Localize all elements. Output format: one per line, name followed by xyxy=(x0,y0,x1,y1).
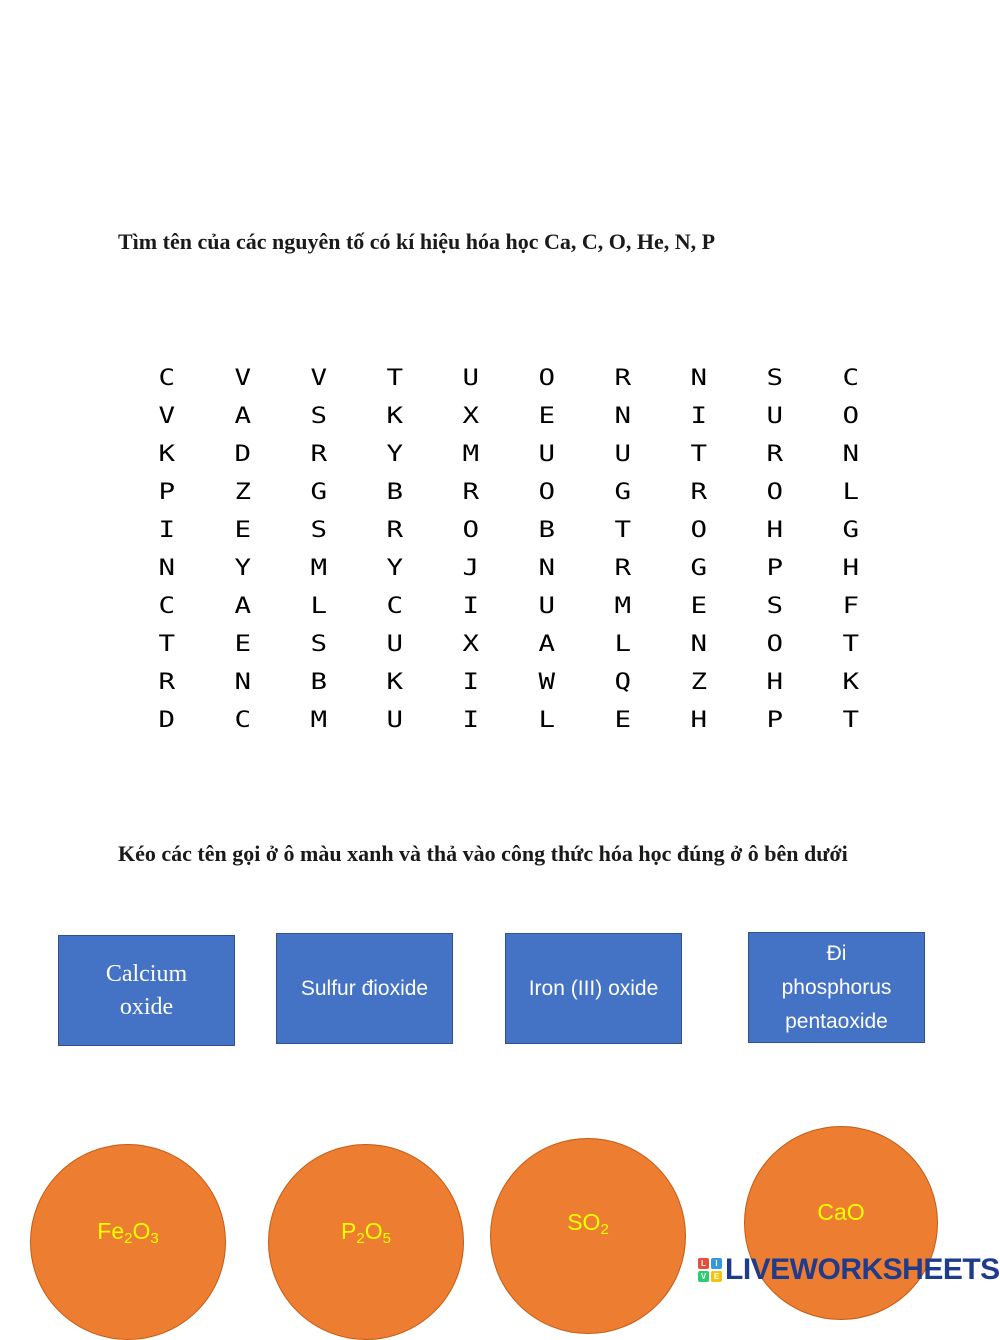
grid-letter[interactable]: I xyxy=(462,670,482,695)
grid-letter[interactable]: C xyxy=(842,366,862,391)
logo-block: L xyxy=(698,1258,709,1269)
grid-letter[interactable]: N xyxy=(690,632,710,657)
grid-letter[interactable]: Y xyxy=(386,442,406,467)
formula-symbol: SO xyxy=(567,1208,601,1235)
drag-item-line: Calcium xyxy=(105,960,188,987)
brand-text: LIVEWORKSHEETS xyxy=(725,1253,1000,1286)
grid-letter[interactable]: H xyxy=(766,670,786,695)
grid-letter[interactable]: M xyxy=(310,708,330,733)
grid-letter[interactable]: B xyxy=(386,480,406,505)
drag-item-iron-iii-oxide[interactable] xyxy=(505,933,682,1044)
grid-letter[interactable]: K xyxy=(386,404,406,429)
logo-blocks-icon xyxy=(698,1258,722,1282)
formula-symbol: P xyxy=(341,1217,357,1244)
grid-letter[interactable]: I xyxy=(158,518,178,543)
grid-letter[interactable]: N xyxy=(842,442,862,467)
grid-letter[interactable]: R xyxy=(614,366,634,391)
grid-letter[interactable]: E xyxy=(234,632,254,657)
grid-letter[interactable]: A xyxy=(234,404,254,429)
grid-letter[interactable]: S xyxy=(310,518,330,543)
grid-letter[interactable]: N xyxy=(690,366,710,391)
grid-letter[interactable]: B xyxy=(310,670,330,695)
grid-letter[interactable]: I xyxy=(462,594,482,619)
grid-letter[interactable]: G xyxy=(842,518,862,543)
formula-symbol: O xyxy=(132,1217,151,1244)
grid-letter[interactable]: R xyxy=(766,442,786,467)
grid-letter[interactable]: U xyxy=(614,442,634,467)
grid-letter[interactable]: S xyxy=(310,632,330,657)
grid-letter[interactable]: K xyxy=(386,670,406,695)
grid-letter[interactable]: A xyxy=(538,632,558,657)
drop-target-p2o5[interactable] xyxy=(268,1144,464,1340)
formula-label xyxy=(817,1199,864,1226)
grid-letter[interactable]: R xyxy=(614,556,634,581)
grid-letter[interactable]: A xyxy=(234,594,254,619)
grid-letter[interactable]: B xyxy=(538,518,558,543)
grid-row xyxy=(130,512,890,550)
grid-letter[interactable]: G xyxy=(310,480,330,505)
grid-letter[interactable]: F xyxy=(842,594,862,619)
grid-letter[interactable]: O xyxy=(538,366,558,391)
grid-letter[interactable]: Y xyxy=(386,556,406,581)
grid-letter[interactable]: C xyxy=(158,594,178,619)
logo-block: E xyxy=(711,1271,722,1282)
drop-target-so2[interactable] xyxy=(490,1138,686,1334)
grid-letter[interactable]: V xyxy=(310,366,330,391)
drop-target-fe2o3[interactable] xyxy=(30,1144,226,1340)
grid-letter[interactable]: R xyxy=(690,480,710,505)
grid-letter[interactable]: S xyxy=(766,594,786,619)
grid-letter[interactable]: U xyxy=(386,632,406,657)
formula-label xyxy=(341,1218,391,1247)
grid-letter[interactable]: L xyxy=(614,632,634,657)
grid-letter[interactable]: R xyxy=(158,670,178,695)
grid-row xyxy=(130,550,890,588)
drag-item-diphosphorus-pentaoxide[interactable] xyxy=(748,932,925,1043)
grid-letter[interactable]: O xyxy=(766,632,786,657)
grid-letter[interactable]: R xyxy=(310,442,330,467)
grid-letter[interactable]: O xyxy=(690,518,710,543)
grid-letter[interactable]: O xyxy=(538,480,558,505)
grid-letter[interactable]: V xyxy=(234,366,254,391)
grid-letter[interactable]: M xyxy=(462,442,482,467)
grid-letter[interactable]: P xyxy=(766,556,786,581)
drag-item-sulfur-dioxide[interactable] xyxy=(276,933,453,1044)
grid-letter[interactable]: E xyxy=(690,594,710,619)
grid-letter[interactable]: N xyxy=(158,556,178,581)
grid-letter[interactable]: C xyxy=(234,708,254,733)
grid-letter[interactable]: H xyxy=(842,556,862,581)
grid-row xyxy=(130,360,890,398)
grid-row xyxy=(130,398,890,436)
grid-letter[interactable]: T xyxy=(614,518,634,543)
grid-letter[interactable]: L xyxy=(842,480,862,505)
grid-letter[interactable]: T xyxy=(842,632,862,657)
drag-item-line: phosphorus xyxy=(781,975,892,999)
grid-letter[interactable]: X xyxy=(462,632,482,657)
formula-symbol: Fe xyxy=(97,1217,125,1244)
grid-letter[interactable]: U xyxy=(462,366,482,391)
grid-letter[interactable]: W xyxy=(538,670,558,695)
grid-letter[interactable]: L xyxy=(538,708,558,733)
grid-letter[interactable]: T xyxy=(158,632,178,657)
drag-item-line: Iron (III) oxide xyxy=(528,976,659,1000)
grid-letter[interactable]: M xyxy=(614,594,634,619)
grid-row xyxy=(130,664,890,702)
grid-letter[interactable]: H xyxy=(766,518,786,543)
instruction-find-elements: Tìm tên của các nguyên tố có kí hiệu hóa học Ca, C, O, He, N, P xyxy=(118,229,716,254)
grid-letter[interactable]: D xyxy=(158,708,178,733)
formula-label xyxy=(97,1218,158,1247)
formula-subscript: 3 xyxy=(150,1229,159,1247)
grid-row xyxy=(130,474,890,512)
drag-item-line: oxide xyxy=(119,993,174,1020)
grid-letter[interactable]: I xyxy=(690,404,710,429)
grid-letter[interactable]: M xyxy=(310,556,330,581)
grid-letter[interactable]: P xyxy=(158,480,178,505)
grid-letter[interactable]: Q xyxy=(614,670,634,695)
grid-letter[interactable]: O xyxy=(462,518,482,543)
grid-letter[interactable]: J xyxy=(462,556,482,581)
grid-letter[interactable]: U xyxy=(386,708,406,733)
grid-row xyxy=(130,626,890,664)
grid-letter[interactable]: Y xyxy=(234,556,254,581)
grid-letter[interactable]: H xyxy=(690,708,710,733)
grid-letter[interactable]: U xyxy=(766,404,786,429)
grid-row xyxy=(130,436,890,474)
grid-letter[interactable]: N xyxy=(614,404,634,429)
grid-letter[interactable]: Z xyxy=(234,480,254,505)
grid-letter[interactable]: T xyxy=(690,442,710,467)
grid-letter[interactable]: S xyxy=(766,366,786,391)
drag-item-line: Đi xyxy=(826,941,847,965)
formula-subscript: 2 xyxy=(356,1229,365,1247)
liveworksheets-logo[interactable] xyxy=(698,1253,1000,1287)
grid-letter[interactable]: O xyxy=(842,404,862,429)
grid-row xyxy=(130,702,890,740)
formula-symbol: CaO xyxy=(817,1198,865,1225)
grid-letter[interactable]: U xyxy=(538,594,558,619)
grid-letter[interactable]: C xyxy=(158,366,178,391)
grid-letter[interactable]: V xyxy=(158,404,178,429)
formula-symbol: O xyxy=(364,1217,383,1244)
formula-subscript: 5 xyxy=(382,1229,391,1247)
formula-label xyxy=(567,1209,609,1238)
grid-letter[interactable]: G xyxy=(690,556,710,581)
grid-letter[interactable]: R xyxy=(462,480,482,505)
grid-row xyxy=(130,588,890,626)
logo-block: I xyxy=(711,1258,722,1269)
grid-letter[interactable]: X xyxy=(462,404,482,429)
grid-letter[interactable]: E xyxy=(234,518,254,543)
drag-item-line: pentaoxide xyxy=(785,1009,888,1033)
drag-item-calcium-oxide[interactable] xyxy=(58,935,235,1046)
grid-letter[interactable]: I xyxy=(462,708,482,733)
grid-letter[interactable]: N xyxy=(234,670,254,695)
grid-letter[interactable]: K xyxy=(842,670,862,695)
instruction-drag-drop: Kéo các tên gọi ở ô màu xanh và thả vào công thức hóa học đúng ở ô bên dưới xyxy=(118,841,848,866)
grid-letter[interactable]: E xyxy=(614,708,634,733)
grid-letter[interactable]: R xyxy=(386,518,406,543)
grid-letter[interactable]: T xyxy=(842,708,862,733)
logo-block: V xyxy=(698,1271,709,1282)
grid-letter[interactable]: N xyxy=(538,556,558,581)
grid-letter[interactable]: L xyxy=(310,594,330,619)
formula-subscript: 2 xyxy=(600,1220,609,1238)
grid-letter[interactable]: Z xyxy=(690,670,710,695)
grid-letter[interactable]: P xyxy=(766,708,786,733)
grid-letter[interactable]: U xyxy=(538,442,558,467)
grid-letter[interactable]: G xyxy=(614,480,634,505)
formula-subscript: 2 xyxy=(124,1229,133,1247)
grid-letter[interactable]: E xyxy=(538,404,558,429)
grid-letter[interactable]: S xyxy=(310,404,330,429)
word-search-grid xyxy=(130,360,890,740)
grid-letter[interactable]: D xyxy=(234,442,254,467)
grid-letter[interactable]: C xyxy=(386,594,406,619)
drag-item-line: Sulfur đioxide xyxy=(300,976,429,1000)
grid-letter[interactable]: T xyxy=(386,366,406,391)
grid-letter[interactable]: K xyxy=(158,442,178,467)
grid-letter[interactable]: O xyxy=(766,480,786,505)
